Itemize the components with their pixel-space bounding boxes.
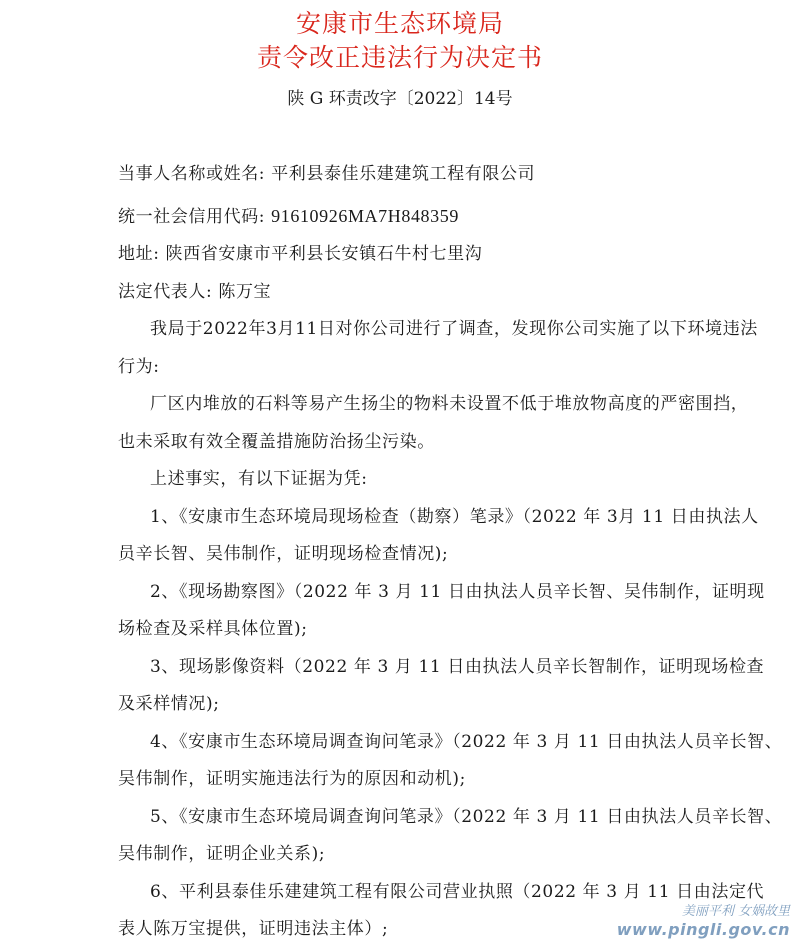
credit-code-label: 统一社会信用代码: — [118, 207, 266, 227]
document-title: 责令改正违法行为决定书 — [256, 43, 543, 72]
document-number: 陕 G 环责改字〔2022〕14号 — [287, 89, 513, 109]
evidence-line: 3、现场影像资料（2022 年 3 月 11 日由执法人员辛长智制作，证明现场检查 — [150, 657, 765, 677]
credit-code: 91610926MA7H848359 — [271, 206, 459, 226]
evidence-line: 2、《现场勘察图》（2022 年 3 月 11 日由执法人员辛长智、吴伟制作，证明现 — [150, 582, 765, 602]
legal-rep-label: 法定代表人: — [118, 282, 213, 302]
legal-rep: 陈万宝 — [218, 282, 272, 302]
evidence-line: 表人陈万宝提供，证明违法主体）; — [118, 919, 389, 939]
credit-code-row — [118, 202, 459, 227]
site-watermark — [617, 903, 790, 939]
evidence-line: 员辛长智、吴伟制作，证明现场检查情况); — [118, 544, 449, 564]
paragraph-line: 行为: — [118, 357, 160, 377]
party-name: 平利县泰佳乐建建筑工程有限公司 — [271, 164, 536, 184]
paragraph-line: 我局于2022年3月11日对你公司进行了调查，发现你公司实施了以下环境违法 — [150, 319, 758, 339]
party-name-label: 当事人名称或姓名: — [118, 164, 266, 184]
evidence-line: 吴伟制作，证明企业关系); — [118, 844, 326, 864]
agency-title: 安康市生态环境局 — [295, 9, 504, 38]
legal-rep-row — [118, 277, 271, 302]
address-label: 地址: — [118, 244, 160, 264]
paragraph-line: 上述事实，有以下证据为凭: — [150, 469, 368, 489]
paragraph-line: 也未采取有效全覆盖措施防治扬尘污染。 — [118, 432, 435, 452]
evidence-line: 5、《安康市生态环境局调查询问笔录》（2022 年 3 月 11 日由执法人员辛长智、 — [150, 807, 783, 827]
evidence-line: 场检查及采样具体位置); — [118, 619, 308, 639]
evidence-line: 1、《安康市生态环境局现场检查（勘察）笔录》（2022 年 3月 11 日由执法人 — [150, 507, 759, 527]
address: 陕西省安康市平利县长安镇石牛村七里沟 — [165, 244, 483, 264]
paragraph-line: 厂区内堆放的石料等易产生扬尘的物料未设置不低于堆放物高度的严密围挡， — [150, 394, 749, 414]
address-row — [118, 239, 482, 264]
evidence-line: 6、平利县泰佳乐建建筑工程有限公司营业执照（2022 年 3 月 11 日由法定代 — [150, 882, 765, 902]
evidence-line: 4、《安康市生态环境局调查询问笔录》（2022 年 3 月 11 日由执法人员辛长智、 — [150, 732, 783, 752]
watermark-url: www.pingli.gov.cn — [616, 920, 790, 939]
watermark-slogan: 美丽平利 女娲故里 — [681, 904, 790, 919]
evidence-line: 及采样情况); — [118, 694, 220, 714]
evidence-line: 吴伟制作，证明实施违法行为的原因和动机); — [118, 769, 466, 789]
party-name-row — [118, 159, 535, 184]
